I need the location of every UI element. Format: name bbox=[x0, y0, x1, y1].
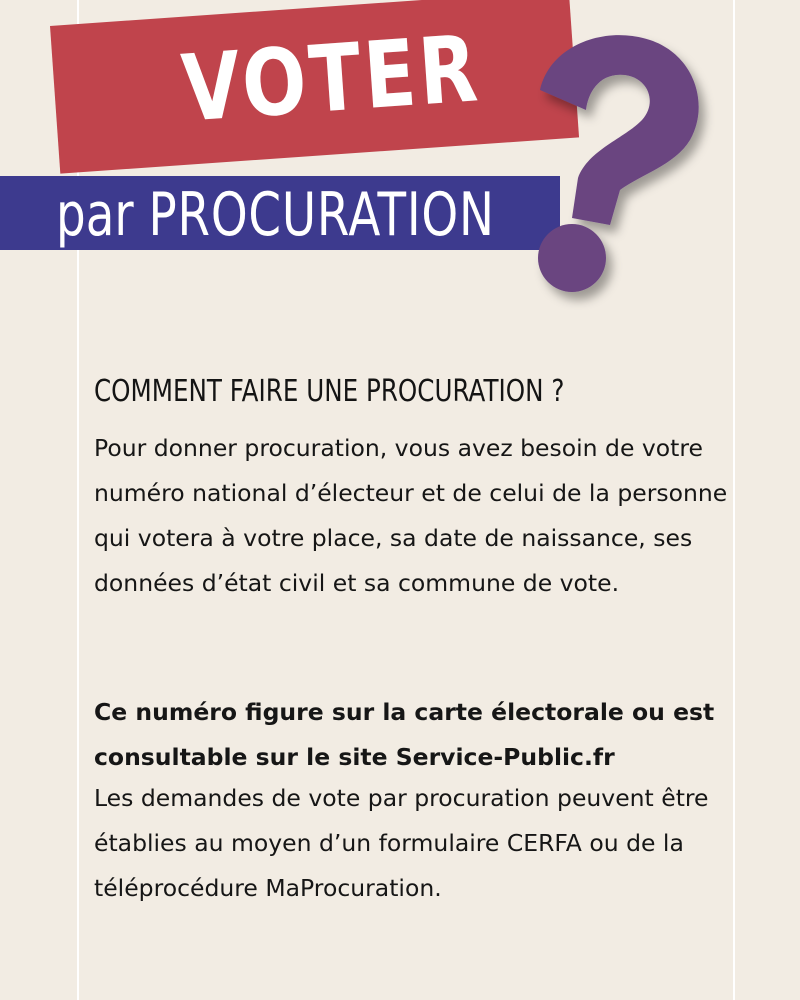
paragraph-number-location: Ce numéro figure sur la carte électorale ou est consultable sur le site Service-Public.fr bbox=[94, 698, 715, 771]
title-voter: VOTER bbox=[178, 15, 484, 143]
subtitle-procuration: PROCURATION bbox=[148, 180, 495, 250]
subtitle-par: par bbox=[56, 180, 134, 250]
question-mark-icon bbox=[510, 20, 720, 310]
subtitle-par-procuration bbox=[56, 178, 495, 252]
paragraph-requirements: Pour donner procuration, vous avez besoin de votre numéro national d’électeur et de celui de la personne qui votera à votre place, sa date de naissance, ses données d’état civil et sa commune de vote. bbox=[94, 434, 728, 597]
paragraph-request-methods: Les demandes de vote par procuration peuvent être établies au moyen d’un formulaire CERFA ou de la téléprocédure MaProcuration. bbox=[94, 784, 709, 902]
section-heading: COMMENT FAIRE UNE PROCURATION ? bbox=[94, 374, 565, 409]
